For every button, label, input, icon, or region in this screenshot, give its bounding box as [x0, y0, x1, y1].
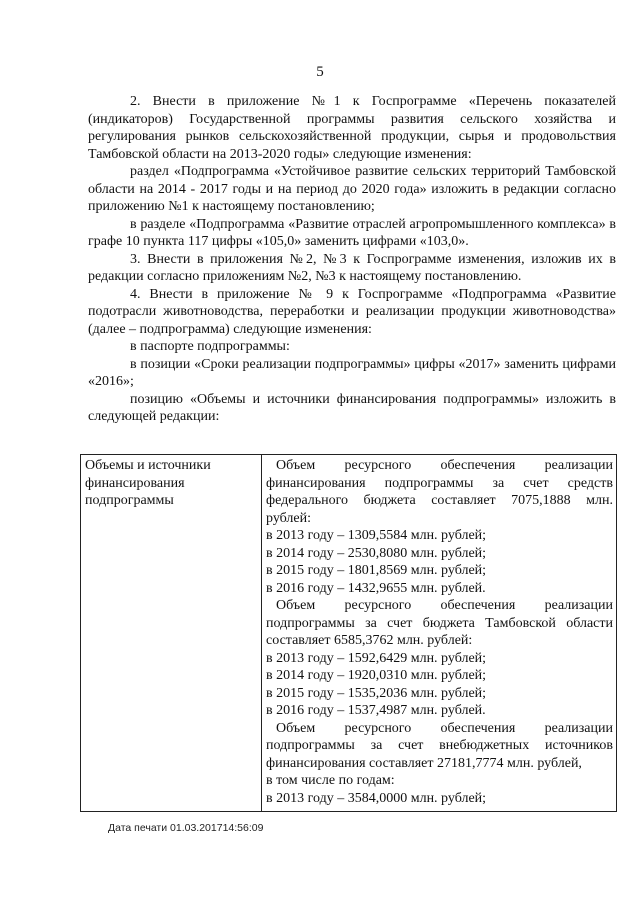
regional-year-line: в 2016 году – 1537,4987 млн. рублей.	[266, 703, 486, 718]
extrabudgetary-subheading: в том числе по годам:	[266, 773, 395, 788]
regional-year-line: в 2014 году – 1920,0310 млн. рублей;	[266, 668, 487, 683]
paragraph: в паспорте подпрограммы:	[130, 339, 290, 354]
document-body	[88, 93, 616, 426]
table-label-cell: Объемы и источники финансирования подпрограммы	[81, 455, 262, 812]
print-date-footer: Дата печати 01.03.201714:56:09	[108, 822, 264, 834]
paragraph: 3. Внести в приложения №2, №3 к Госпрограмме изменения, изложив их в редакции согласно приложениям №2, №3 к настоящему постановлению.	[88, 251, 616, 284]
paragraph: 4. Внести в приложение № 9 к Госпрограмме «Подпрограмма «Развитие подотрасли животноводства, переработки и реализации продукции животноводства» (далее – подпрограмма) следующие изменения:	[88, 286, 616, 337]
regional-year-line: в 2015 году – 1535,2036 млн. рублей;	[266, 685, 487, 701]
funding-table	[80, 454, 617, 812]
extrabudgetary-intro: Объем ресурсного обеспечения реализации подпрограммы за счет внебюджетных источников финансирования составляет 27181,7774 млн. рублей,	[266, 720, 613, 771]
regional-budget-intro: Объем ресурсного обеспечения реализации подпрограммы за счет бюджета Тамбовской области составляет 6585,3762 млн. рублей:	[266, 598, 613, 648]
federal-year-line: в 2013 году – 1309,5584 млн. рублей;	[266, 528, 487, 543]
extrabudgetary-year-line: в 2013 году – 3584,0000 млн. рублей;	[266, 790, 487, 806]
paragraph: 2. Внести в приложение №1 к Госпрограмме «Перечень показателей (индикаторов) Государственной программы развития сельского хозяйства и регулирования рынков сельскохозяйственной продукции, сырья и продовольствия Тамбовской области на 2013-2020 годы» следующие изменения:	[88, 94, 616, 162]
regional-year-line: в 2013 году – 1592,6429 млн. рублей;	[266, 650, 487, 666]
federal-year-line: в 2014 году – 2530,8080 млн. рублей;	[266, 545, 487, 561]
table-content-cell	[262, 455, 617, 812]
federal-year-line: в 2016 году – 1432,9655 млн. рублей.	[266, 580, 486, 596]
paragraph: в разделе «Подпрограмма «Развитие отраслей агропромышленного комплекса» в графе 10 пункта 117 цифры «105,0» заменить цифрами «103,0».	[88, 216, 616, 249]
paragraph: позицию «Объемы и источники финансирования подпрограммы» изложить в следующей редакции:	[88, 391, 616, 424]
paragraph: в позиции «Сроки реализации подпрограммы» цифры «2017» заменить цифрами «2016»;	[88, 356, 616, 389]
paragraph: раздел «Подпрограмма «Устойчивое развитие сельских территорий Тамбовской области на 2014 - 2017 годы и на период до 2020 года» изложить в редакции согласно приложению №1 к настоящему постановлению;	[88, 164, 616, 214]
federal-budget-intro: Объем ресурсного обеспечения реализации финансирования подпрограммы за счет средств федерального бюджета составляет 7075,1888 млн. рублей:	[266, 458, 613, 526]
page-number: 5	[316, 64, 324, 80]
federal-year-line: в 2015 году – 1801,8569 млн. рублей;	[266, 563, 487, 578]
table-row	[81, 455, 617, 812]
